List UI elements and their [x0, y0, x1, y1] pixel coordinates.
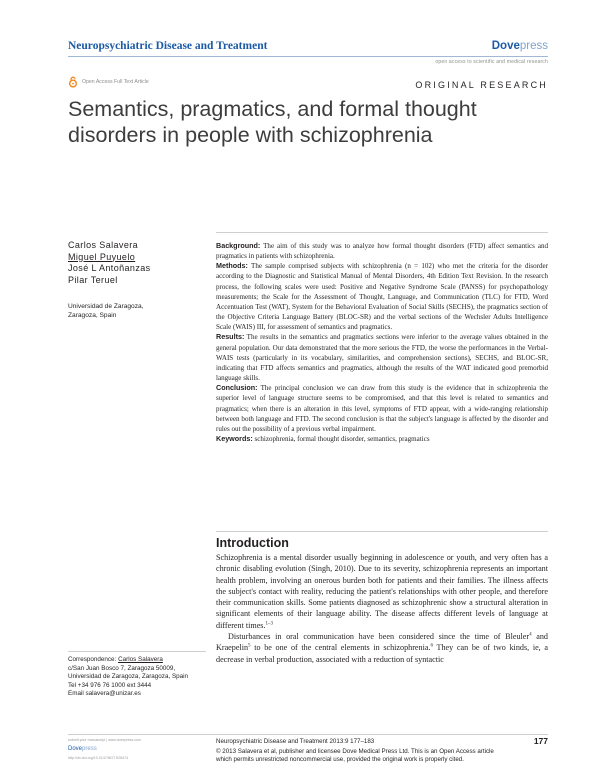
paragraph	[216, 631, 548, 665]
paragraph-text: Schizophrenia is a mental disorder usually beginning in adolescence or youth, and very often has a chronic disabling evolution (Singh, 2010). Due to its severity, schizophrenia represents an important health problem, involving an onerous burden both for patients and their families. The illness affects the subject's contact with reality, reducing the patient's relationships with other people, and therefore their communication skills. Some patients diagnosed as schizophrenic show a structural alteration in significant elements of their language ability. The disease affects different levels of language at different times.	[216, 553, 548, 630]
abstract-text: schizophrenia, formal thought disorder, semantics, pragmatics	[252, 434, 430, 443]
abstract-text: The results in the semantics and pragmatics sections were inferior to the average values obtained in the general population. Our data demonstrated that the more serious the FTD, the worse the performances in the Verbal-WAIS tests (particularly in its vocabulary, similarities, and comprehension sections), SECHS, and BLOC-SR, indicating that FTD affects semantics and pragmatics, although the results of the WAT indicated good premorbid language skills.	[216, 333, 548, 383]
correspondence-email[interactable]: Email salavera@unizar.es	[68, 690, 141, 697]
submit-manuscript-link[interactable]: submit your manuscript | www.dovepress.com	[68, 738, 142, 742]
abstract-label: Background:	[216, 241, 261, 250]
author-name[interactable]: Carlos Salavera	[68, 240, 139, 250]
abstract-bottom-rule	[216, 531, 548, 532]
license-text	[216, 748, 550, 764]
footer-publisher-logo	[68, 746, 97, 752]
abstract-conclusion	[216, 383, 548, 434]
affiliation-line: Zaragoza, Spain	[68, 312, 117, 320]
journal-title[interactable]: Neuropsychiatric Disease and Treatment	[68, 40, 268, 52]
citation-ref[interactable]: 6	[430, 643, 433, 649]
correspondence-label: Correspondence:	[68, 656, 119, 663]
paragraph-text: They can be of two kinds, ie, a decrease in verbal production, associated with a reduction of syntactic	[216, 643, 548, 664]
paragraph-text: to be one of the central elements in schizophrenia.	[250, 643, 431, 653]
publisher-tagline: open access to scientific and medical research	[435, 59, 548, 65]
correspondence-block	[68, 656, 213, 699]
author-name[interactable]: Miguel Puyuelo	[68, 251, 136, 262]
abstract-results	[216, 332, 548, 383]
license-line: which permits unrestricted noncommercial use, provided the original work is properly cited.	[216, 756, 464, 764]
abstract-label: Results:	[216, 332, 245, 342]
abstract-top-rule	[216, 232, 548, 233]
abstract-text: The aim of this study was to analyze how formal thought disorders (FTD) affect semantics and pragmatics in patients with schizophrenia.	[216, 242, 548, 261]
correspondence-line: c/San Juan Bosco 7, Zaragoza 50009,	[68, 664, 176, 672]
footer-dove: Dove	[68, 746, 83, 752]
correspondence-line: Universidad de Zaragoza, Zaragoza, Spain	[68, 673, 189, 680]
affiliation-line: Universidad de Zaragoza,	[68, 303, 144, 310]
correspondence-rule	[68, 651, 206, 652]
abstract-methods	[216, 261, 548, 332]
abstract	[216, 241, 548, 444]
open-access-label: Open Access Full Text Article	[82, 79, 149, 85]
abstract-label: Methods:	[216, 261, 248, 271]
abstract-keywords	[216, 434, 548, 444]
introduction-body	[216, 552, 548, 665]
header-divider	[68, 56, 548, 57]
abstract-text: The sample comprised subjects with schizophrenia (n = 102) who met the criteria for the disorder according to the Diagnostic and Statistical Manual of Mental Disorders, 4th Edition Text Revision. In the research process, the following scales were used: Positive and Negative Syndrome Scale (PANSS) for psychopathology measurements; the Scale for the Assessment of Thought, Language, and Communication (TLC) for FTD, Word Accentuation Test (WAT), System for the Behavioral Evaluation of Social Skills (SECHS), the pragmatics section of the Objective Criteria Language Battery (BLOC-SR) and the verbal sections of the Wechsler Adults Intelligence Scale (WAIS) III, for assessment of semantics and pragmatics.	[216, 262, 548, 332]
correspondence-line: Tel +34 976 76 1000 ext 3444	[68, 681, 152, 689]
footer-citation: Neuropsychiatric Disease and Treatment 2013:9 177–183	[216, 738, 375, 745]
paragraph-text: and Kraepelin	[216, 632, 548, 653]
abstract-label: Conclusion:	[216, 383, 258, 393]
author-affiliation	[68, 302, 208, 321]
abstract-label: Keywords:	[216, 433, 253, 443]
citation-ref[interactable]: 5	[248, 643, 251, 649]
license-line: © 2013 Salavera et al, publisher and licensee Dove Medical Press Ltd. This is an Open Access article	[216, 748, 494, 755]
paragraph	[216, 552, 548, 631]
paragraph-text: Disturbances in oral communication have been considered since the time of Bleuler	[228, 632, 530, 642]
doi-link[interactable]: http://dx.doi.org/10.2147/NDT.S28474	[68, 756, 129, 760]
author-list	[68, 240, 208, 286]
open-access-icon	[68, 76, 78, 88]
article-title: Semantics, pragmatics, and formal thought disorders in people with schizophrenia	[68, 97, 477, 147]
author-name[interactable]: José L Antoñanzas	[68, 263, 151, 274]
publisher-logo[interactable]	[492, 40, 548, 52]
footer-rule	[68, 734, 548, 735]
article-type: ORIGINAL RESEARCH	[415, 80, 548, 90]
citation-ref[interactable]: 1–3	[265, 621, 273, 627]
citation-ref[interactable]: 4	[529, 632, 532, 638]
correspondence-name[interactable]: Carlos Salavera	[118, 656, 163, 663]
footer-press: press	[82, 746, 97, 752]
publisher-press: press	[519, 40, 548, 52]
page-number: 177	[533, 736, 548, 746]
author-name[interactable]: Pilar Teruel	[68, 274, 118, 285]
publisher-dove: Dove	[491, 40, 520, 52]
abstract-background	[216, 241, 548, 261]
correspondence-line	[68, 656, 213, 665]
section-heading: Introduction	[216, 536, 289, 550]
abstract-text: The principal conclusion we can draw from this study is the evidence that in schizophrenia the superior level of language structure seems to be compromised, and that this level is related to semantics and pragmatics; when there is an alteration in this level, symptoms of FTD appear, with a wide-ranging relationship between both language and FTD. The second conclusion is that the subject's language is affected by the disorder and rules out the possibility of a previous verbal impairment.	[216, 384, 548, 433]
